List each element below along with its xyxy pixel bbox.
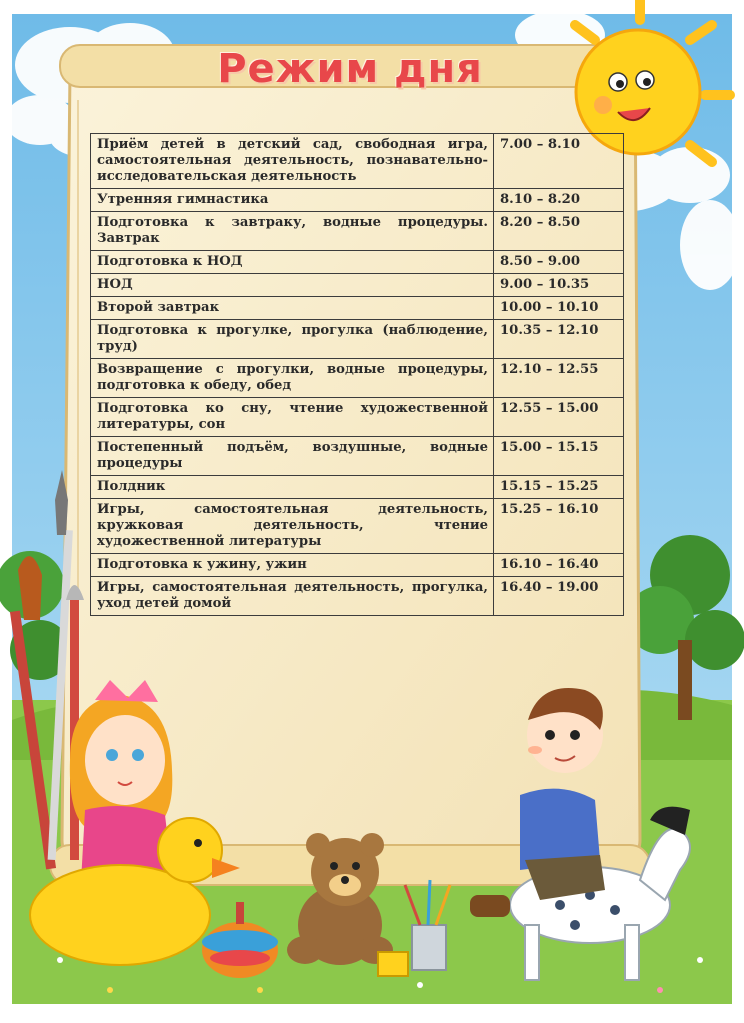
time-cell: 10.00 – 10.10 — [494, 297, 624, 320]
time-cell: 8.50 – 9.00 — [494, 251, 624, 274]
activity-cell: НОД — [91, 274, 494, 297]
schedule-row — [91, 212, 624, 251]
schedule-row — [91, 437, 624, 476]
schedule-row — [91, 251, 624, 274]
activity-cell: Второй завтрак — [91, 297, 494, 320]
time-cell: 7.00 – 8.10 — [494, 134, 624, 189]
activity-cell: Игры, самостоятельная деятельность, прогулка, уход детей домой — [91, 577, 494, 616]
schedule-body — [91, 134, 624, 616]
schedule-row — [91, 577, 624, 616]
schedule-row — [91, 297, 624, 320]
schedule-table — [90, 133, 624, 616]
time-cell: 12.55 – 15.00 — [494, 398, 624, 437]
time-cell: 16.10 – 16.40 — [494, 554, 624, 577]
activity-cell: Подготовка к завтраку, водные процедуры. Завтрак — [91, 212, 494, 251]
schedule-row — [91, 499, 624, 554]
time-cell: 15.00 – 15.15 — [494, 437, 624, 476]
schedule-row — [91, 359, 624, 398]
activity-cell: Подготовка к прогулке, прогулка (наблюдение, труд) — [91, 320, 494, 359]
time-cell: 15.25 – 16.10 — [494, 499, 624, 554]
time-cell: 12.10 – 12.55 — [494, 359, 624, 398]
time-cell: 8.20 – 8.50 — [494, 212, 624, 251]
schedule-row — [91, 320, 624, 359]
schedule-row — [91, 274, 624, 297]
schedule-row — [91, 398, 624, 437]
schedule-row — [91, 476, 624, 499]
time-cell: 10.35 – 12.10 — [494, 320, 624, 359]
schedule-row — [91, 134, 624, 189]
activity-cell: Подготовка ко сну, чтение художественной литературы, сон — [91, 398, 494, 437]
activity-cell: Полдник — [91, 476, 494, 499]
activity-cell: Приём детей в детский сад, свободная игра, самостоятельная деятельность, познавательно-исследовательская деятельность — [91, 134, 494, 189]
activity-cell: Возвращение с прогулки, водные процедуры, подготовка к обеду, обед — [91, 359, 494, 398]
time-cell: 8.10 – 8.20 — [494, 189, 624, 212]
activity-cell: Подготовка к НОД — [91, 251, 494, 274]
time-cell: 16.40 – 19.00 — [494, 577, 624, 616]
activity-cell: Постепенный подъём, воздушные, водные процедуры — [91, 437, 494, 476]
page-title: Режим дня — [217, 46, 483, 92]
schedule-row — [91, 554, 624, 577]
activity-cell: Утренняя гимнастика — [91, 189, 494, 212]
time-cell: 15.15 – 15.25 — [494, 476, 624, 499]
time-cell: 9.00 – 10.35 — [494, 274, 624, 297]
activity-cell: Подготовка к ужину, ужин — [91, 554, 494, 577]
activity-cell: Игры, самостоятельная деятельность, кружковая деятельность, чтение художественной литературы — [91, 499, 494, 554]
schedule-row — [91, 189, 624, 212]
